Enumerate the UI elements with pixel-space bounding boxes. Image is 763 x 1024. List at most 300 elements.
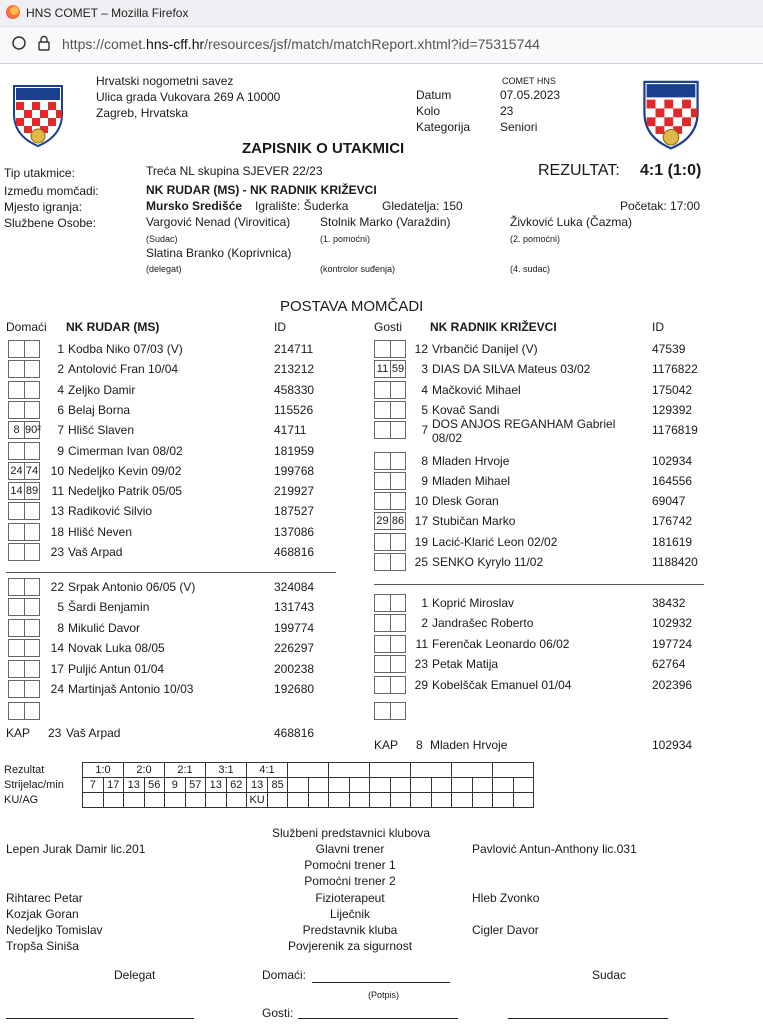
staff-role: Fizioterapeut xyxy=(315,890,385,905)
player-number: 2 xyxy=(421,616,428,631)
player-number: 22 xyxy=(50,580,64,594)
kuag-cell xyxy=(226,793,247,808)
kuag-cell xyxy=(103,793,124,808)
delegat-label: Delegat xyxy=(114,968,156,982)
sub-out-box xyxy=(8,502,24,520)
player-number: 8 xyxy=(57,620,64,635)
player-id: 199774 xyxy=(274,620,315,635)
player-number: 1 xyxy=(421,596,428,610)
player-id: 226297 xyxy=(274,641,315,656)
sub-out-box xyxy=(8,702,24,720)
player-name[interactable]: Zeljko Damir xyxy=(68,382,136,397)
player-number: 17 xyxy=(50,661,64,676)
player-id: 1176819 xyxy=(652,423,698,438)
sub-out-box xyxy=(374,533,390,551)
player-name[interactable]: Nedeljko Patrik 05/05 xyxy=(68,484,183,499)
player-number: 24 xyxy=(50,682,64,696)
scorer-cell xyxy=(390,778,411,793)
url-prefix: https://comet. xyxy=(62,36,147,52)
player-id: 1176822 xyxy=(652,362,698,377)
scorer-cell xyxy=(472,778,493,793)
gosti-sign-label: Gosti: xyxy=(262,1006,294,1020)
sub-out-box xyxy=(374,614,390,632)
home-team-name: NK RUDAR (MS) xyxy=(66,320,160,334)
scorer-cell xyxy=(411,778,432,793)
kuag-cell xyxy=(329,793,350,808)
official-name: Vargović Nenad (Virovitica) xyxy=(146,215,291,229)
kategorija-value: Seniori xyxy=(500,120,538,134)
player-name[interactable]: Lacić-Klarić Leon 02/02 xyxy=(432,534,558,549)
result-cell xyxy=(493,763,534,778)
kolo-value: 23 xyxy=(500,104,514,118)
player-name[interactable]: Mladen Mihael xyxy=(432,473,511,488)
sub-in-box xyxy=(24,502,40,520)
scorer-cell xyxy=(452,778,473,793)
sub-out-box xyxy=(8,619,24,637)
sub-in-box xyxy=(390,421,406,439)
result-cell: 1:0 xyxy=(83,763,124,778)
kuag-cell xyxy=(513,793,534,808)
window-title: HNS COMET – Mozilla Firefox xyxy=(26,6,189,20)
player-name[interactable]: Antolović Fran 10/04 xyxy=(68,362,179,377)
navigation-bar xyxy=(0,27,763,64)
report-title: ZAPISNIK O UTAKMICI xyxy=(242,140,405,157)
away-kap-name: Mladen Hrvoje xyxy=(430,738,508,752)
sub-in-box xyxy=(24,442,40,460)
player-id: 102934 xyxy=(652,453,693,468)
result-cell xyxy=(411,763,452,778)
scorer-cell: 13 xyxy=(124,778,145,793)
home-id-header: ID xyxy=(274,320,286,334)
kuag-cell xyxy=(288,793,309,808)
sub-in-box xyxy=(24,381,40,399)
izmedu-label: Između momčadi: xyxy=(4,184,99,198)
sub-out-box xyxy=(374,702,390,720)
player-name[interactable]: Kobelščak Emanuel 01/04 xyxy=(432,677,572,692)
sub-out-box: 24 xyxy=(8,462,24,480)
sub-out-box xyxy=(374,452,390,470)
tracking-shield-icon[interactable] xyxy=(12,35,26,51)
player-number: 29 xyxy=(414,677,428,692)
away-kap-no: 8 xyxy=(416,738,423,752)
away-kap-id: 102934 xyxy=(652,738,693,752)
kuag-row-label: KU/AG xyxy=(4,794,39,806)
scorer-cell: 85 xyxy=(268,778,288,793)
away-team-name: NK RADNIK KRIŽEVCI xyxy=(430,320,557,334)
player-id: 219927 xyxy=(274,484,315,499)
kuag-cell xyxy=(124,793,145,808)
sub-out-box xyxy=(374,381,390,399)
player-number: 13 xyxy=(50,504,64,519)
sub-in-box xyxy=(24,598,40,616)
sub-out-box xyxy=(8,523,24,541)
potpis-label: (Potpis) xyxy=(368,990,400,1000)
official-role: (Sudac) xyxy=(146,234,178,244)
sub-in-box: 89 xyxy=(24,482,40,500)
player-id: 202396 xyxy=(652,677,693,692)
player-id: 181959 xyxy=(274,443,315,458)
kuag-cell xyxy=(452,793,473,808)
kuag-cell xyxy=(390,793,411,808)
lineup-title: POSTAVA MOMČADI xyxy=(280,298,424,315)
mjesto-label: Mjesto igranja: xyxy=(4,200,83,214)
sub-in-box xyxy=(390,702,406,720)
signature-line-delegat xyxy=(6,1018,194,1019)
player-number: 5 xyxy=(421,402,428,417)
player-id: 69047 xyxy=(652,494,686,509)
result-cell xyxy=(370,763,411,778)
player-name[interactable]: Dlesk Goran xyxy=(432,494,499,509)
kuag-cell xyxy=(308,793,329,808)
result-cell xyxy=(288,763,329,778)
firefox-icon xyxy=(6,5,20,19)
player-name[interactable]: Cimerman Ivan 08/02 xyxy=(68,443,183,458)
result-cell: 3:1 xyxy=(206,763,247,778)
sub-in-box xyxy=(390,614,406,632)
away-kap-label: KAP xyxy=(374,738,399,752)
scorer-cell xyxy=(370,778,391,793)
player-number: 3 xyxy=(421,362,428,377)
scorer-cell: 9 xyxy=(165,778,186,793)
player-id: 458330 xyxy=(274,382,315,397)
official-role: (2. pomoćni) xyxy=(510,234,561,244)
sub-in-box xyxy=(390,635,406,653)
igraliste: Igralište: Šuderka xyxy=(255,199,349,213)
player-number: 10 xyxy=(50,463,64,478)
player-name[interactable]: Mikulić Davor xyxy=(68,620,141,635)
hns-logo-left xyxy=(10,80,66,150)
scorer-cell: 13 xyxy=(247,778,268,793)
home-kap-label: KAP xyxy=(6,726,31,740)
sub-out-box xyxy=(374,492,390,510)
hns-logo-right xyxy=(640,74,702,154)
player-name[interactable]: Mladen Hrvoje xyxy=(432,453,510,468)
kuag-cell xyxy=(83,793,104,808)
sub-out-box xyxy=(374,594,390,612)
staff-role: Povjerenik za sigurnost xyxy=(287,939,413,954)
official-name: Stolnik Marko (Varaždin) xyxy=(320,215,451,229)
sub-out-box xyxy=(374,635,390,653)
sub-out-box xyxy=(374,421,390,439)
signature-line-gosti xyxy=(298,1018,458,1019)
player-name[interactable]: Jandrašec Roberto xyxy=(432,616,534,631)
player-id: 47539 xyxy=(652,342,686,356)
scorer-cell xyxy=(308,778,329,793)
sudac-label: Sudac xyxy=(592,968,627,982)
rezultat-value: 4:1 (1:0) xyxy=(640,162,702,179)
staff-role: Pomoćni trener 2 xyxy=(304,874,396,889)
player-number: 7 xyxy=(57,423,64,438)
strijelac-row-label: Strijelac/min xyxy=(4,779,64,791)
kuag-cell xyxy=(185,793,206,808)
player-name[interactable]: DOS ANJOS REGANHAM Gabriel xyxy=(432,417,616,432)
sub-out-box xyxy=(374,655,390,673)
sub-out-box xyxy=(8,401,24,419)
sub-in-box: 74 xyxy=(24,462,40,480)
scorer-cell: 7 xyxy=(83,778,104,793)
player-number: 4 xyxy=(57,382,64,397)
sub-in-box xyxy=(24,619,40,637)
sub-out-box xyxy=(374,472,390,490)
scorer-cell xyxy=(431,778,452,793)
player-number: 11 xyxy=(51,484,64,499)
staff-role: Glavni trener xyxy=(315,842,385,856)
player-id: 214711 xyxy=(274,342,314,356)
izmedu-value: NK RUDAR (MS) - NK RADNIK KRIŽEVCI xyxy=(146,183,377,197)
kuag-cell xyxy=(206,793,227,808)
sub-in-box xyxy=(390,655,406,673)
kuag-cell xyxy=(472,793,493,808)
lock-icon[interactable] xyxy=(38,35,50,51)
scorer-cell: 62 xyxy=(226,778,247,793)
scorer-cell: 17 xyxy=(103,778,124,793)
player-number: 5 xyxy=(57,600,64,615)
sub-in-box xyxy=(390,401,406,419)
sub-in-box xyxy=(390,533,406,551)
sub-in-box xyxy=(390,472,406,490)
player-number: 25 xyxy=(414,555,428,569)
player-number: 14 xyxy=(50,641,64,656)
kuag-cell xyxy=(493,793,514,808)
sub-out-box xyxy=(8,543,24,561)
sub-out-box xyxy=(8,660,24,678)
kategorija-label: Kategorija xyxy=(416,120,471,134)
player-id: 187527 xyxy=(274,504,315,519)
player-name[interactable]: Kovač Sandi xyxy=(432,402,500,417)
sub-out-box xyxy=(8,639,24,657)
sub-out-box xyxy=(8,360,24,378)
official-name: Živković Luka (Čazma) xyxy=(510,215,633,229)
result-cell: 2:0 xyxy=(124,763,165,778)
staff-role: Pomoćni trener 1 xyxy=(304,858,396,873)
sub-out-box xyxy=(374,676,390,694)
kuag-cell xyxy=(144,793,165,808)
player-name[interactable]: Vrbančić Danijel (V) xyxy=(432,342,538,356)
domaci-sign-label: Domaći: xyxy=(262,968,307,982)
staff-title: Službeni predstavnici klubova xyxy=(272,826,431,840)
sub-in-box: 90² xyxy=(24,421,40,439)
scorer-cell: 56 xyxy=(144,778,165,793)
home-staff-name: Lepen Jurak Damir lic.201 xyxy=(6,842,146,856)
scoring-table xyxy=(4,762,534,808)
mjesto-value: Mursko Središće xyxy=(146,199,243,213)
player-name[interactable]: Hlišć Neven xyxy=(68,524,133,539)
player-name[interactable]: Stubičan Marko xyxy=(432,514,516,529)
result-cell: 4:1 xyxy=(247,763,288,778)
sub-in-box xyxy=(24,680,40,698)
player-number: 17 xyxy=(414,514,428,529)
player-name[interactable]: Novak Luka 08/05 xyxy=(68,641,165,656)
player-number: 12 xyxy=(414,342,428,356)
player-id: 468816 xyxy=(274,545,315,559)
sub-out-box xyxy=(374,401,390,419)
sub-in-box: 59 xyxy=(390,360,406,378)
player-id: 200238 xyxy=(274,661,315,676)
player-id: 181619 xyxy=(652,534,693,549)
player-number: 6 xyxy=(57,402,64,417)
sub-in-box xyxy=(24,578,40,596)
player-number: 19 xyxy=(414,534,428,549)
player-id: 175042 xyxy=(652,382,693,397)
sub-in-box xyxy=(24,702,40,720)
away-staff-name: Hleb Zvonko xyxy=(472,890,540,905)
staff-role: Liječnik xyxy=(329,906,371,921)
scorer-cell xyxy=(329,778,350,793)
result-cell xyxy=(329,763,370,778)
player-id: 199768 xyxy=(274,463,315,478)
player-id: 41711 xyxy=(274,423,307,438)
scorer-cell xyxy=(349,778,370,793)
official-role: (1. pomoćni) xyxy=(320,234,371,244)
scorer-cell xyxy=(513,778,534,793)
osobe-label: Službene Osobe: xyxy=(4,216,97,230)
sub-in-box xyxy=(24,639,40,657)
signature-line-domaci xyxy=(312,982,450,983)
scorer-cell: 13 xyxy=(206,778,227,793)
player-id: 137086 xyxy=(274,524,315,539)
away-id-header: ID xyxy=(652,320,664,334)
scorer-cell xyxy=(288,778,309,793)
url-path: /resources/jsf/match/matchReport.xhtml?id=75315744 xyxy=(204,36,540,52)
window-titlebar xyxy=(0,0,763,27)
player-id: 115526 xyxy=(274,402,314,417)
player-number: 10 xyxy=(414,494,428,509)
sub-out-box xyxy=(374,340,390,358)
staff-role: Predstavnik kluba xyxy=(302,923,398,937)
sub-in-box xyxy=(24,401,40,419)
federation-name: Hrvatski nogometni savez xyxy=(96,74,234,88)
player-name[interactable]: Hlišć Slaven xyxy=(68,423,135,438)
comet-label: COMET HNS xyxy=(502,76,556,86)
player-number: 1 xyxy=(57,342,64,356)
sub-in-box xyxy=(24,340,40,358)
player-name[interactable]: Petak Matija xyxy=(432,657,499,672)
player-name-cont: 08/02 xyxy=(432,431,463,446)
player-number: 2 xyxy=(57,362,64,377)
kuag-cell xyxy=(165,793,186,808)
sub-in-box xyxy=(24,660,40,678)
result-cell xyxy=(452,763,493,778)
player-id: 38432 xyxy=(652,596,686,610)
sub-out-box xyxy=(8,578,24,596)
url-host: hns-cff.hr xyxy=(146,36,205,52)
player-number: 11 xyxy=(415,636,428,651)
player-name[interactable]: Radiković Silvio xyxy=(68,504,153,519)
player-name[interactable]: Srpak Antonio 06/05 (V) xyxy=(68,580,196,594)
kolo-label: Kolo xyxy=(416,104,441,118)
kuag-cell xyxy=(431,793,452,808)
player-id: 324084 xyxy=(274,580,315,594)
rezultat-label: REZULTAT: xyxy=(538,162,620,179)
player-name[interactable]: Koprić Miroslav xyxy=(432,596,515,610)
official-role: (4. sudac) xyxy=(510,264,551,274)
datum-value: 07.05.2023 xyxy=(500,88,561,102)
away-side-label: Gosti xyxy=(374,320,403,334)
tip-value: Treća NL skupina SJEVER 22/23 xyxy=(146,164,323,178)
kuag-cell xyxy=(349,793,370,808)
address-bar[interactable] xyxy=(62,36,540,52)
divider xyxy=(6,572,336,573)
sub-in-box xyxy=(390,492,406,510)
player-name[interactable]: Šardi Benjamin xyxy=(68,600,150,615)
sub-out-box xyxy=(8,340,24,358)
gledatelja: Gledatelja: 150 xyxy=(382,199,463,213)
official-role: (delegat) xyxy=(146,264,182,274)
player-number: 23 xyxy=(50,545,64,559)
rezultat-row-label: Rezultat xyxy=(4,764,45,776)
kuag-cell: KU xyxy=(247,793,268,808)
player-name[interactable]: Vaš Arpad xyxy=(68,545,123,559)
player-name[interactable]: SENKO Kyrylo 11/02 xyxy=(432,555,544,569)
sub-in-box xyxy=(390,676,406,694)
sub-in-box xyxy=(390,340,406,358)
player-name[interactable]: Mačković Mihael xyxy=(432,382,521,397)
federation-city: Zagreb, Hrvatska xyxy=(96,106,189,120)
home-kap-name: Vaš Arpad xyxy=(66,726,121,740)
result-cell: 2:1 xyxy=(165,763,206,778)
scorer-cell xyxy=(493,778,514,793)
sub-out-box: 11 xyxy=(374,360,390,378)
sub-in-box xyxy=(390,452,406,470)
player-id: 131743 xyxy=(274,600,315,615)
divider xyxy=(374,584,704,585)
home-staff-name: Nedeljko Tomislav xyxy=(6,923,103,937)
sub-out-box xyxy=(374,553,390,571)
pocetak: Početak: 17:00 xyxy=(620,199,701,213)
player-name[interactable]: DIAS DA SILVA Mateus 03/02 xyxy=(432,362,591,377)
player-name[interactable]: Martinjaš Antonio 10/03 xyxy=(68,682,194,696)
sub-in-box: 86 xyxy=(390,512,406,530)
kuag-cell xyxy=(411,793,432,808)
player-name[interactable]: Nedeljko Kevin 09/02 xyxy=(68,463,182,478)
signature-line-sudac xyxy=(508,1018,668,1019)
player-name[interactable]: Kodba Niko 07/03 (V) xyxy=(68,342,183,356)
home-staff-name: Kozjak Goran xyxy=(6,906,79,921)
official-name: Slatina Branko (Koprivnica) xyxy=(146,246,292,260)
player-id: 1188420 xyxy=(652,555,698,569)
player-number: 7 xyxy=(421,423,428,438)
player-name[interactable]: Puljić Antun 01/04 xyxy=(68,661,165,676)
player-id: 164556 xyxy=(652,473,693,488)
sub-in-box xyxy=(390,594,406,612)
tip-label: Tip utakmice: xyxy=(4,166,75,180)
sub-out-box: 14 xyxy=(8,482,24,500)
sub-in-box xyxy=(390,381,406,399)
player-name[interactable]: Ferenčak Leonardo 06/02 xyxy=(432,636,570,651)
scorer-cell: 57 xyxy=(185,778,206,793)
sub-out-box: 29 xyxy=(374,512,390,530)
player-id: 62764 xyxy=(652,657,686,672)
home-staff-name: Tropša Siniša xyxy=(6,939,79,954)
player-number: 18 xyxy=(50,524,64,539)
home-kap-id: 468816 xyxy=(274,726,315,740)
player-number: 9 xyxy=(57,443,64,458)
player-id: 176742 xyxy=(652,514,693,529)
player-number: 23 xyxy=(414,657,428,672)
player-number: 9 xyxy=(421,473,428,488)
kuag-cell xyxy=(370,793,391,808)
home-staff-name: Rihtarec Petar xyxy=(6,890,83,905)
sub-in-box xyxy=(390,553,406,571)
player-number: 4 xyxy=(421,382,428,397)
sub-out-box xyxy=(8,680,24,698)
sub-in-box xyxy=(24,360,40,378)
player-name[interactable]: Belaj Borna xyxy=(68,402,131,417)
home-side-label: Domaći xyxy=(6,320,47,334)
player-id: 192680 xyxy=(274,682,315,696)
kuag-cell xyxy=(268,793,288,808)
official-role: (kontrolor suđenja) xyxy=(320,264,396,274)
